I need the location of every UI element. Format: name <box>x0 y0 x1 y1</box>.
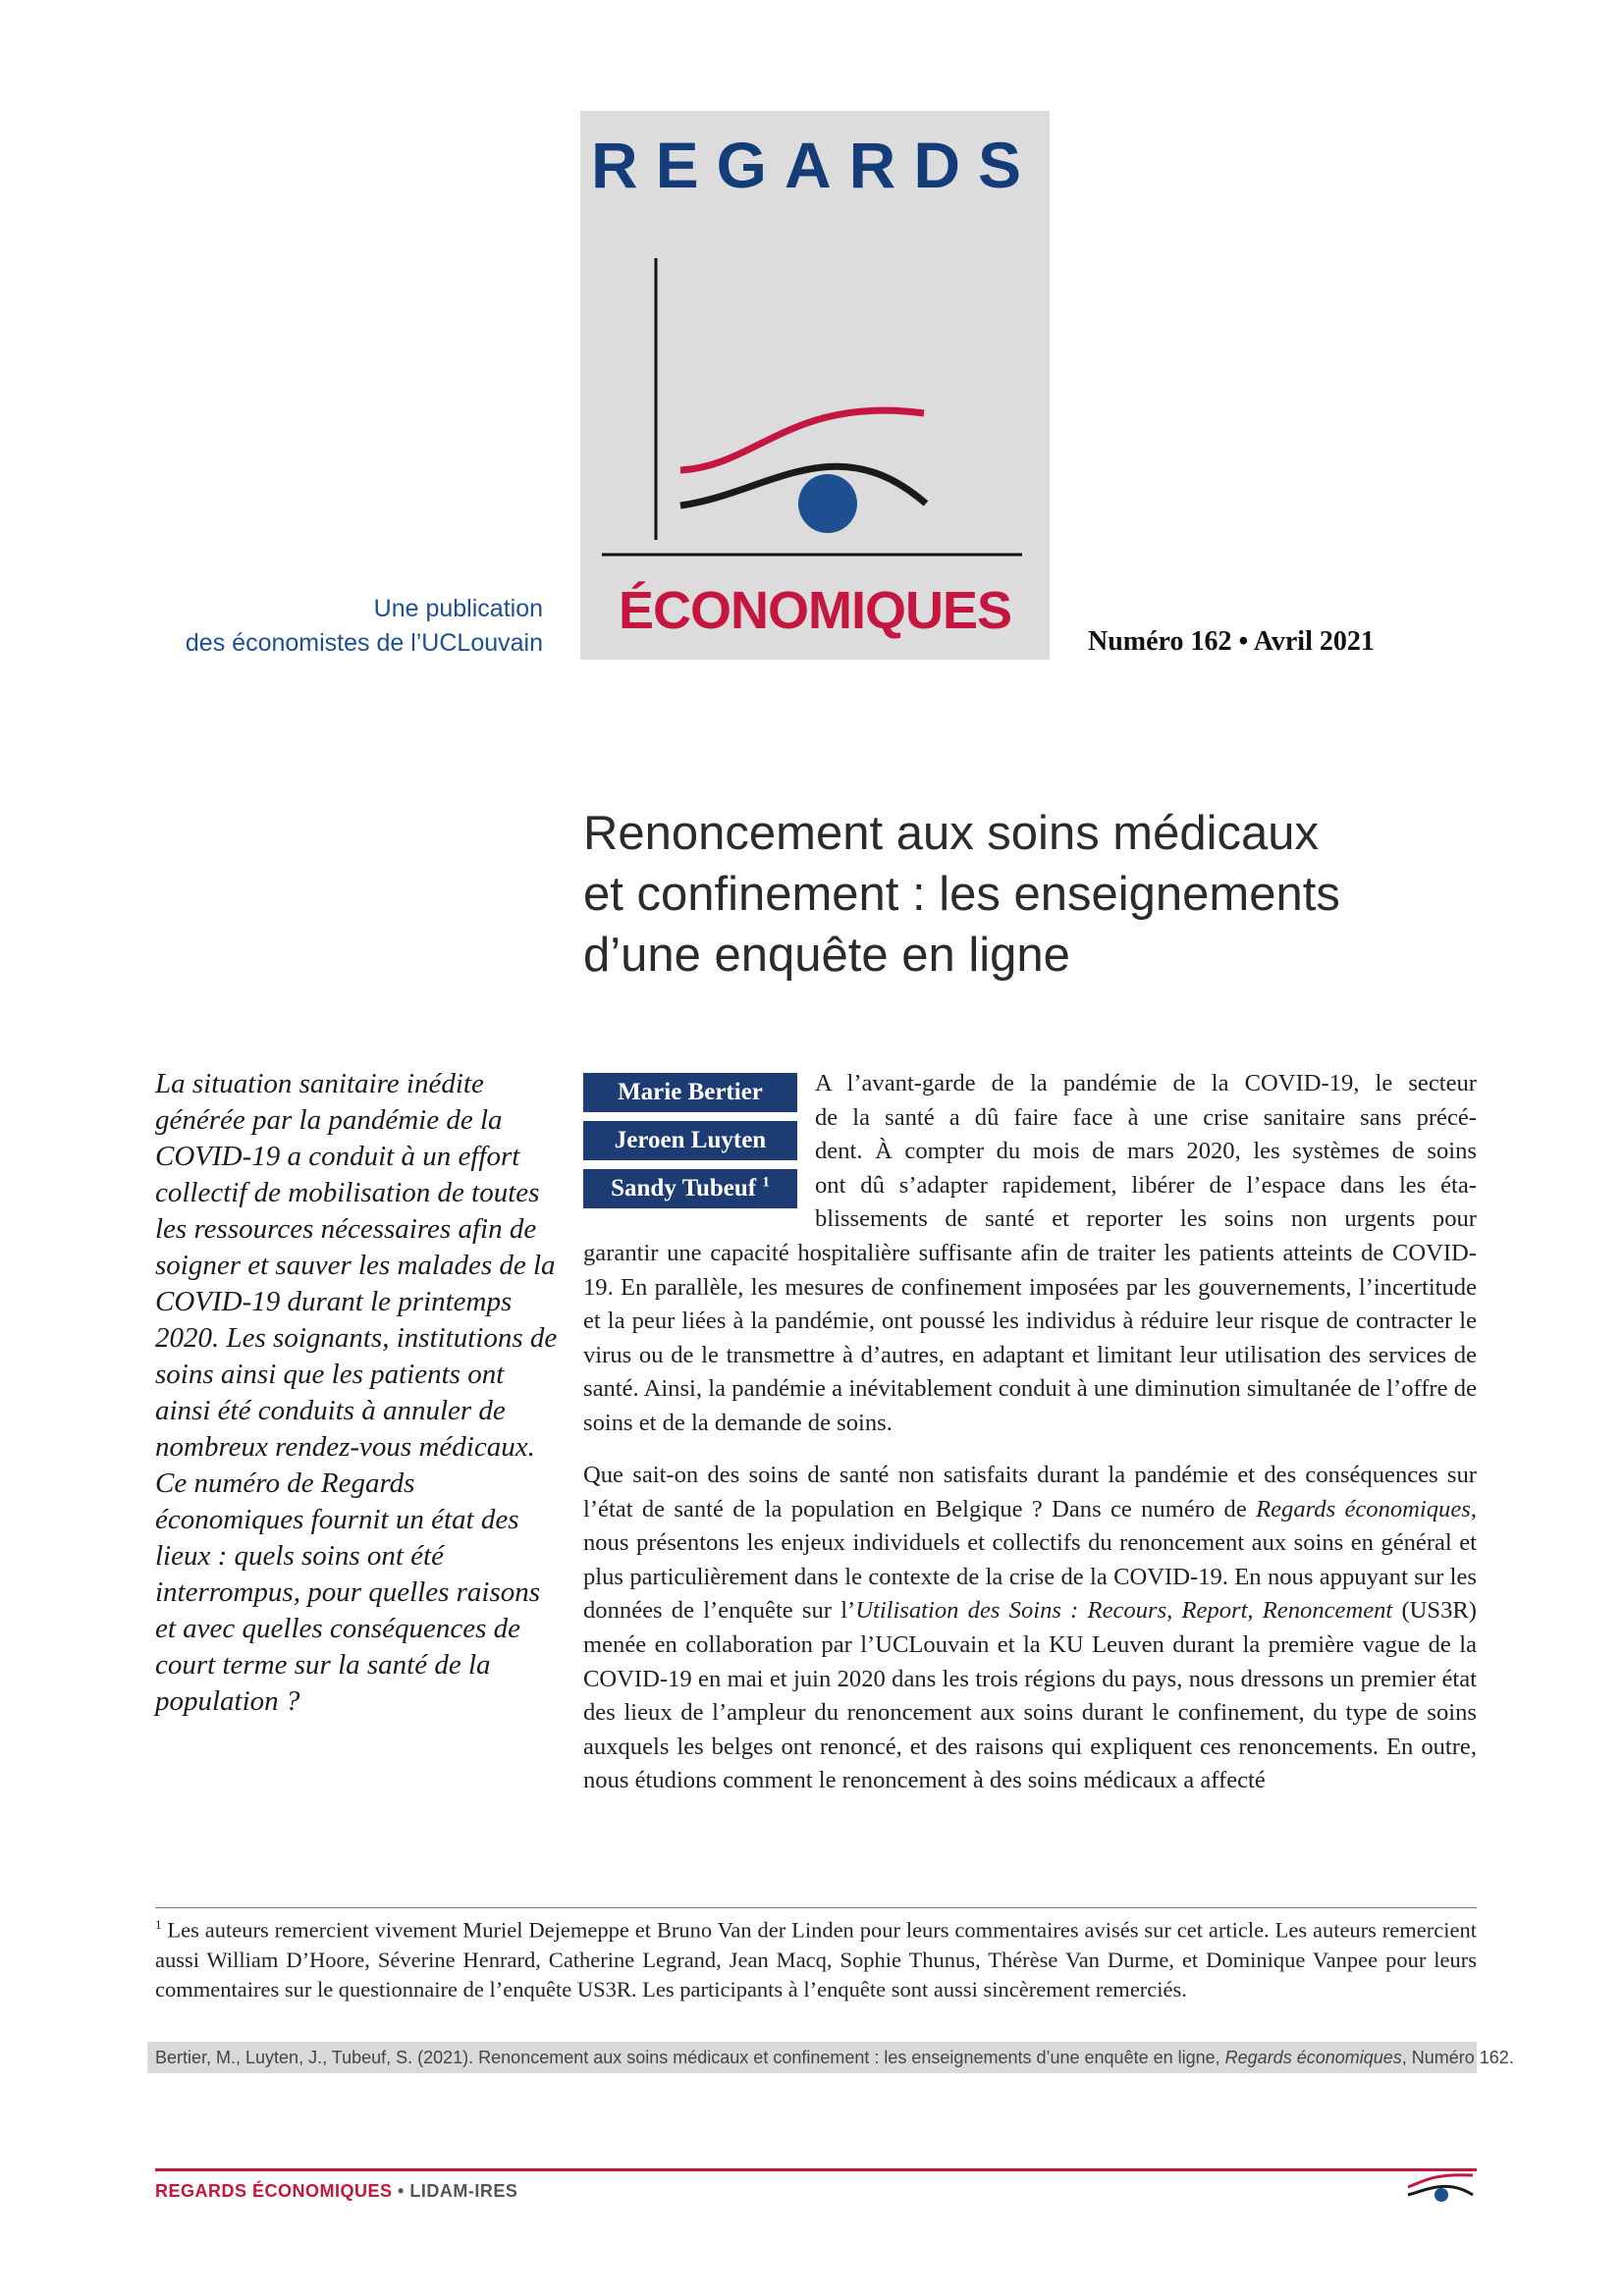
citation-journal: Regards économiques <box>1224 2048 1402 2067</box>
title-line-3: d’une enquête en ligne <box>583 929 1070 982</box>
publisher-line-1: Une publication <box>373 595 543 622</box>
para2-italic-survey: Utilisation des Soins : Recours, Report, Renoncement <box>855 1597 1393 1625</box>
para2-text-c: (US3R) menée en collaboration par l’UCLouvain et la KU Leuven durant la première vague de la COVID-19 en mai et juin 2020 dans les trois régions du pays, nous dressons un premier état des lieux de l’ampleur du renoncement aux soins durant le confinement, du type de soins auxquels les belges ont renoncé, et des raisons qui expliquent ces renoncements. En outre, nous étudions comment le renoncement à des soins médicaux a affecté <box>583 1597 1477 1794</box>
footnote-divider <box>155 1907 1477 1908</box>
para2-text-a: Que sait-on des soins de santé non satisfaits durant la pandémie et des conséquences sur l’état de santé de la population en Belgique ? Dans ce numéro de <box>583 1462 1477 1522</box>
title-line-2: et confinement : les enseignements <box>583 868 1340 921</box>
footnote-ref: 1 <box>762 1174 770 1191</box>
logo-title-top: REGARDS <box>590 129 1040 201</box>
footer-divider <box>155 2168 1477 2171</box>
para2-text-b: , nous présentons les enjeux individuels et collectifs du renoncement aux soins en général et plus particulièrement dans le contexte de la crise de la COVID-19. En nous appuyant sur les données de l’enquête sur l’ <box>583 1495 1477 1625</box>
footnote-text: Les auteurs remercient vivement Muriel Dejemeppe et Bruno Van der Linden pour leurs commentaires avisés sur cet article. Les auteurs remercient aussi William D’Hoore, Séverine Henrard, Catherine Legrand, Jean Macq, Sophie Thunus, Thérèse Van Durme, et Dominique Vanpee pour leurs commentaires sur le questionnaire de l’enquête US3R. Les participants à l’enquête sont aussi sincèrement remerciés. <box>155 1917 1477 2002</box>
intro-line: blissements de santé et reporter les soins non urgents pour <box>815 1205 1477 1233</box>
footer-eye-logo-icon <box>1404 2165 1477 2205</box>
body-paragraph-2 <box>583 1459 1477 1798</box>
intro-line: ont dû s’adapter rapidement, libérer de l’espace dans les éta- <box>815 1171 1477 1199</box>
publisher-caption <box>118 592 543 661</box>
author-badge <box>583 1121 797 1160</box>
article-title <box>583 803 1496 986</box>
footer-label <box>155 2181 517 2202</box>
abstract: La situation sanitaire inédite générée par la pandémie de la COVID-19 a conduit à un effort collectif de mobilisation de toutes les ressources nécessaires afin de soigner et sauver les malades de la COVID-19 durant le printemps 2020. Les soignants, institutions de soins ainsi que les patients ont ainsi été conduits à annuler de nombreux rendez-vous médicaux. Ce numéro de Regards économiques fournit un état des lieux : quels soins ont été interrompus, pour quelles raisons et avec quelles conséquences de court terme sur la santé de la population ? <box>155 1068 558 1717</box>
intro-line: de la santé a dû faire face à une crise sanitaire sans précé- <box>815 1103 1477 1131</box>
footer-separator: • <box>398 2181 405 2201</box>
logo-eye-graph-icon <box>580 248 1050 572</box>
author-name: Marie Bertier <box>618 1079 763 1105</box>
intro-paragraph-start <box>815 1067 1477 1237</box>
citation-bar <box>147 2042 1514 2073</box>
intro-line: dent. À compter du mois de mars 2020, les systèmes de soins <box>815 1138 1477 1165</box>
author-badge <box>583 1073 797 1112</box>
publisher-line-2: des économistes de l’UCLouvain <box>185 629 543 657</box>
title-line-1: Renoncement aux soins médicaux <box>583 807 1320 860</box>
author-name: Sandy Tubeuf <box>611 1175 757 1201</box>
issue-info: Numéro 162 • Avril 2021 <box>1088 626 1375 657</box>
para2-italic-journal: Regards économiques <box>1256 1495 1471 1522</box>
logo-title-bottom: ÉCONOMIQUES <box>618 581 1012 640</box>
author-badge <box>583 1169 797 1208</box>
intro-line: A l’avant-garde de la pandémie de la COVID-19, le secteur <box>815 1070 1477 1096</box>
author-name: Jeroen Luyten <box>614 1127 767 1153</box>
footer-institute: LIDAM-IRES <box>409 2181 518 2201</box>
footnote <box>155 1910 1477 2004</box>
footer-journal: REGARDS ÉCONOMIQUES <box>155 2181 393 2201</box>
journal-logo <box>580 111 1050 660</box>
citation-text: Bertier, M., Luyten, J., Tubeuf, S. (2021). Renoncement aux soins médicaux et confinement : les enseignements d’une enquête en ligne, <box>155 2048 1225 2067</box>
intro-paragraph-continuation: garantir une capacité hospitalière suffisante afin de traiter les patients atteints de COVID-19. En parallèle, les mesures de confinement imposées par les gouvernements, l’incertitude et la peur liées à la pandémie, ont poussé les individus à réduire leur risque de contracter le virus ou de le transmettre à d’autres, en adaptant et limitant leur utilisation des services de santé. Ainsi, la pandémie a inévitablement conduit à une diminution simultanée de l’offre de soins et de la demande de soins. <box>583 1240 1477 1436</box>
footnote-mark: 1 <box>155 1917 162 1932</box>
citation-suffix: , Numéro 162. <box>1401 2048 1514 2067</box>
